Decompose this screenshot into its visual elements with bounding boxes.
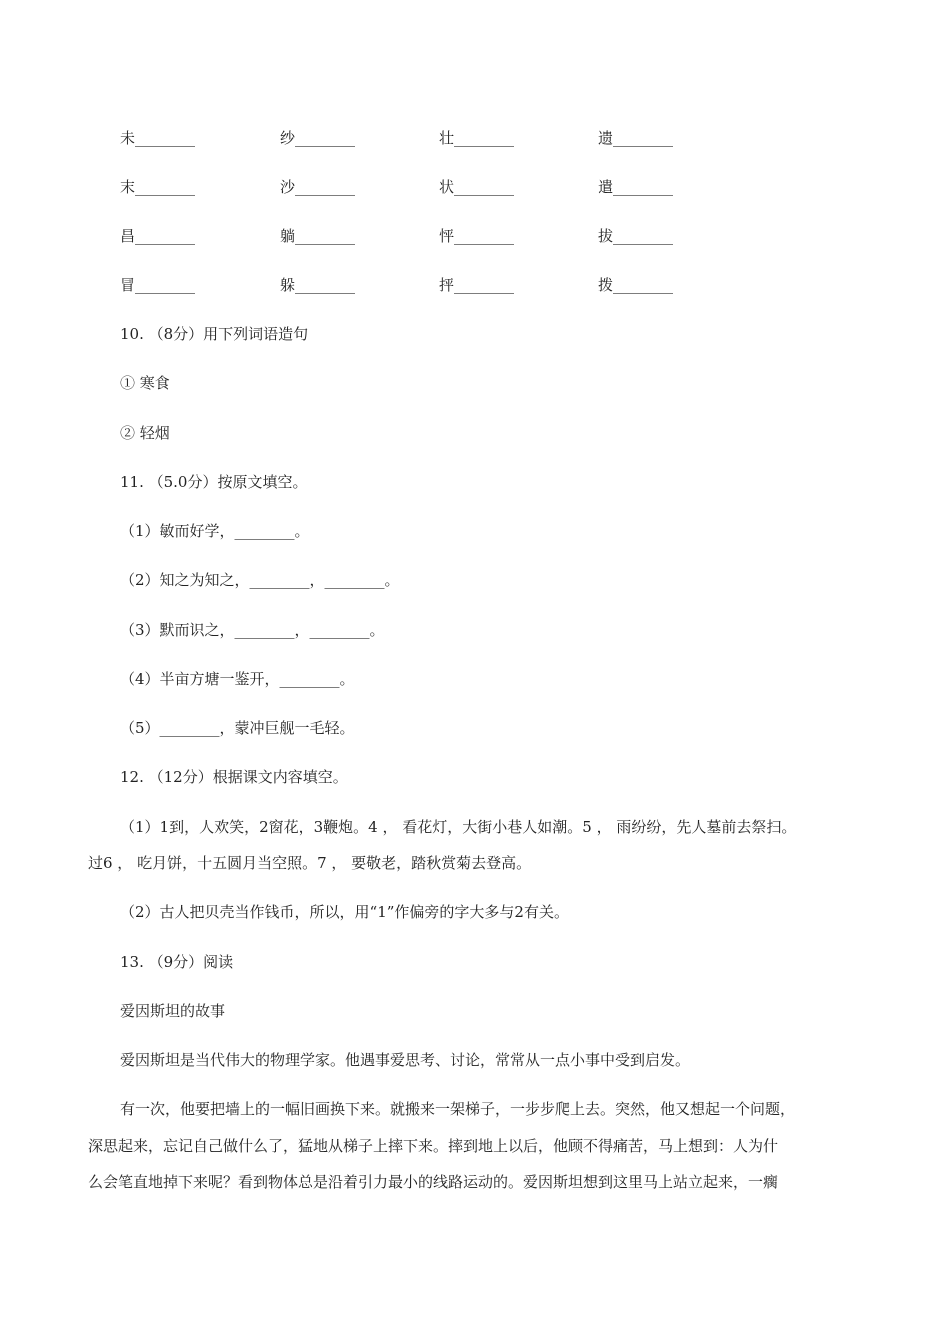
story-paragraph: 深思起来，忘记自己做什么了，猛地从梯子上摔下来。摔到地上以后，他顾不得痛苦，马上想到：人为什 bbox=[88, 1137, 779, 1155]
grid-cell[interactable]: 壮________ bbox=[439, 129, 515, 147]
grid-cell[interactable]: 末________ bbox=[120, 178, 196, 196]
q11-item[interactable]: （3）默而识之，________，________。 bbox=[120, 621, 385, 639]
grid-cell[interactable]: 状________ bbox=[439, 178, 515, 196]
q10-item: ② 轻烟 bbox=[120, 424, 170, 442]
grid-cell[interactable]: 纱________ bbox=[280, 129, 356, 147]
q10-item: ① 寒食 bbox=[120, 374, 170, 392]
grid-cell[interactable]: 沙________ bbox=[280, 178, 356, 196]
q11-title: 11. （5.0分）按原文填空。 bbox=[120, 473, 308, 491]
grid-cell[interactable]: 未________ bbox=[120, 129, 196, 147]
grid-cell[interactable]: 遗________ bbox=[598, 129, 674, 147]
story-paragraph: 爱因斯坦是当代伟大的物理学家。他遇事爱思考、讨论，常常从一点小事中受到启发。 bbox=[120, 1051, 691, 1069]
grid-cell[interactable]: 躲________ bbox=[280, 276, 356, 294]
q12-item2: （2）古人把贝壳当作钱币，所以，用“1”作偏旁的字大多与2有关。 bbox=[120, 903, 569, 921]
grid-cell[interactable]: 怦________ bbox=[439, 227, 515, 245]
story-paragraph: 么会笔直地掉下来呢？看到物体总是沿着引力最小的线路运动的。爱因斯坦想到这里马上站立起来，一瘸 bbox=[88, 1173, 779, 1191]
q11-item[interactable]: （2）知之为知之，________，________。 bbox=[120, 571, 400, 589]
story-paragraph: 有一次，他要把墙上的一幅旧画换下来。就搬来一架梯子，一步步爬上去。突然，他又想起一个问题， bbox=[120, 1100, 796, 1118]
q11-item[interactable]: （1）敏而好学，________。 bbox=[120, 522, 310, 540]
grid-cell[interactable]: 遣________ bbox=[598, 178, 674, 196]
q12-title: 12. （12分）根据课文内容填空。 bbox=[120, 768, 348, 786]
grid-cell[interactable]: 昌________ bbox=[120, 227, 196, 245]
q10-title: 10. （8分）用下列词语造句 bbox=[120, 325, 309, 343]
grid-cell[interactable]: 抨________ bbox=[439, 276, 515, 294]
grid-cell[interactable]: 躺________ bbox=[280, 227, 356, 245]
grid-cell[interactable]: 冒________ bbox=[120, 276, 196, 294]
q12-item1-line1: （1）1到，人欢笑，2窗花，3鞭炮。4 ， 看花灯，大街小巷人如潮。5 ， 雨纷纷，先人墓前去祭扫。 bbox=[120, 818, 797, 836]
q12-item1-line2: 过6 ， 吃月饼，十五圆月当空照。7 ， 要敬老，踏秋赏菊去登高。 bbox=[88, 854, 532, 872]
grid-cell[interactable]: 拨________ bbox=[598, 276, 674, 294]
grid-cell[interactable]: 拔________ bbox=[598, 227, 674, 245]
q13-title: 13. （9分）阅读 bbox=[120, 953, 234, 971]
q11-item[interactable]: （4）半亩方塘一鉴开，________。 bbox=[120, 670, 355, 688]
story-title: 爱因斯坦的故事 bbox=[120, 1002, 226, 1020]
q11-item[interactable]: （5）________，蒙冲巨舰一毛轻。 bbox=[120, 719, 355, 737]
